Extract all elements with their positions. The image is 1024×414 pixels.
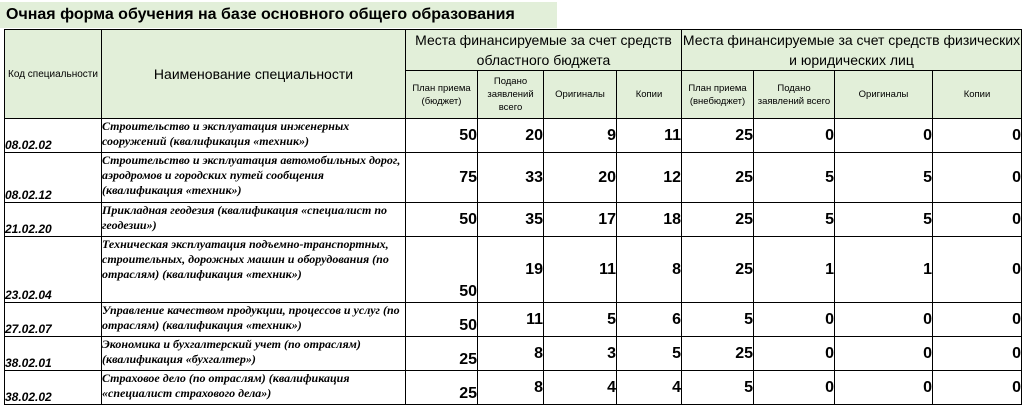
paid-plan-cell: 25 — [682, 119, 754, 153]
budget-submitted-cell: 19 — [478, 237, 544, 303]
budget-submitted-cell: 33 — [478, 153, 544, 203]
paid-originals-cell: 5 — [835, 203, 933, 237]
header-budget-plan: План приема (бюджет) — [406, 71, 478, 119]
budget-plan-cell: 50 — [406, 203, 478, 237]
header-group-paid: Места финансируемые за счет средств физических и юридических лиц — [682, 30, 1022, 71]
paid-submitted-cell: 0 — [754, 303, 835, 337]
budget-copies-cell: 18 — [617, 203, 682, 237]
specialty-name: Страховое дело (по отраслям) (квалификация «специалист страхового дела») — [102, 371, 406, 405]
paid-submitted-cell: 5 — [754, 153, 835, 203]
paid-originals-cell: 0 — [835, 119, 933, 153]
paid-originals-cell: 0 — [835, 371, 933, 405]
paid-plan-cell: 5 — [682, 371, 754, 405]
budget-submitted-cell: 11 — [478, 303, 544, 337]
paid-originals-cell: 0 — [835, 337, 933, 371]
specialty-code: 23.02.04 — [5, 237, 102, 303]
budget-copies-cell: 4 — [617, 371, 682, 405]
header-paid-plan: План приема (внебюджет) — [682, 71, 754, 119]
budget-originals-cell: 20 — [544, 153, 617, 203]
paid-copies-cell: 0 — [933, 203, 1022, 237]
table-row — [5, 337, 1022, 371]
specialty-code: 21.02.20 — [5, 203, 102, 237]
paid-plan-cell: 5 — [682, 303, 754, 337]
specialty-code: 08.02.02 — [5, 119, 102, 153]
budget-copies-cell: 11 — [617, 119, 682, 153]
budget-copies-cell: 8 — [617, 237, 682, 303]
paid-plan-cell: 25 — [682, 337, 754, 371]
paid-originals-cell: 0 — [835, 303, 933, 337]
table-row — [5, 203, 1022, 237]
specialty-name: Прикладная геодезия (квалификация «специалист по геодезии») — [102, 203, 406, 237]
specialty-name: Техническая эксплуатация подъемно-транспортных, строительных, дорожных машин и оборудования (по отраслям) (квалификация «техник») — [102, 237, 406, 303]
header-code: Код специальности — [5, 30, 102, 119]
specialty-code: 08.02.12 — [5, 153, 102, 203]
budget-plan-cell: 75 — [406, 153, 478, 203]
specialty-code: 27.02.07 — [5, 303, 102, 337]
budget-originals-cell: 11 — [544, 237, 617, 303]
budget-copies-cell: 6 — [617, 303, 682, 337]
budget-originals-cell: 5 — [544, 303, 617, 337]
budget-plan-cell: 50 — [406, 119, 478, 153]
table-row — [5, 303, 1022, 337]
paid-plan-cell: 25 — [682, 203, 754, 237]
budget-copies-cell: 12 — [617, 153, 682, 203]
paid-copies-cell: 0 — [933, 371, 1022, 405]
paid-copies-cell: 0 — [933, 237, 1022, 303]
paid-submitted-cell: 1 — [754, 237, 835, 303]
paid-plan-cell: 25 — [682, 153, 754, 203]
header-name: Наименование специальности — [102, 30, 406, 119]
budget-plan-cell: 25 — [406, 371, 478, 405]
header-budget-submitted: Подано заявлений всего — [478, 71, 544, 119]
specialty-name: Строительство и эксплуатация автомобильных дорог, аэродромов и городских путей сообщения (квалификация «техник») — [102, 153, 406, 203]
budget-originals-cell: 3 — [544, 337, 617, 371]
budget-submitted-cell: 8 — [478, 371, 544, 405]
paid-submitted-cell: 0 — [754, 371, 835, 405]
paid-submitted-cell: 0 — [754, 119, 835, 153]
paid-copies-cell: 0 — [933, 153, 1022, 203]
specialty-code: 38.02.01 — [5, 337, 102, 371]
budget-plan-cell: 25 — [406, 337, 478, 371]
page-title: Очная форма обучения на базе основного общего образования — [0, 2, 557, 28]
paid-submitted-cell: 0 — [754, 337, 835, 371]
budget-originals-cell: 17 — [544, 203, 617, 237]
header-budget-originals: Оригиналы — [544, 71, 617, 119]
paid-plan-cell: 25 — [682, 237, 754, 303]
specialty-code: 38.02.02 — [5, 371, 102, 405]
budget-submitted-cell: 8 — [478, 337, 544, 371]
paid-submitted-cell: 5 — [754, 203, 835, 237]
budget-submitted-cell: 20 — [478, 119, 544, 153]
table-row — [5, 371, 1022, 405]
budget-originals-cell: 4 — [544, 371, 617, 405]
table-row — [5, 153, 1022, 203]
header-paid-originals: Оригиналы — [835, 71, 933, 119]
budget-copies-cell: 5 — [617, 337, 682, 371]
paid-copies-cell: 0 — [933, 337, 1022, 371]
budget-originals-cell: 9 — [544, 119, 617, 153]
header-paid-submitted: Подано заявлений всего — [754, 71, 835, 119]
paid-copies-cell: 0 — [933, 303, 1022, 337]
header-budget-copies: Копии — [617, 71, 682, 119]
paid-copies-cell: 0 — [933, 119, 1022, 153]
paid-originals-cell: 5 — [835, 153, 933, 203]
table-row — [5, 119, 1022, 153]
budget-plan-cell: 50 — [406, 303, 478, 337]
admissions-table — [4, 29, 1022, 405]
budget-submitted-cell: 35 — [478, 203, 544, 237]
header-group-budget: Места финансируемые за счет средств областного бюджета — [406, 30, 682, 71]
header-paid-copies: Копии — [933, 71, 1022, 119]
specialty-name: Экономика и бухгалтерский учет (по отраслям) (квалификация «бухгалтер») — [102, 337, 406, 371]
specialty-name: Строительство и эксплуатация инженерных сооружений (квалификация «техник») — [102, 119, 406, 153]
table-row — [5, 237, 1022, 303]
specialty-name: Управление качеством продукции, процессов и услуг (по отраслям) (квалификация «техник») — [102, 303, 406, 337]
paid-originals-cell: 1 — [835, 237, 933, 303]
budget-plan-cell: 50 — [406, 237, 478, 303]
